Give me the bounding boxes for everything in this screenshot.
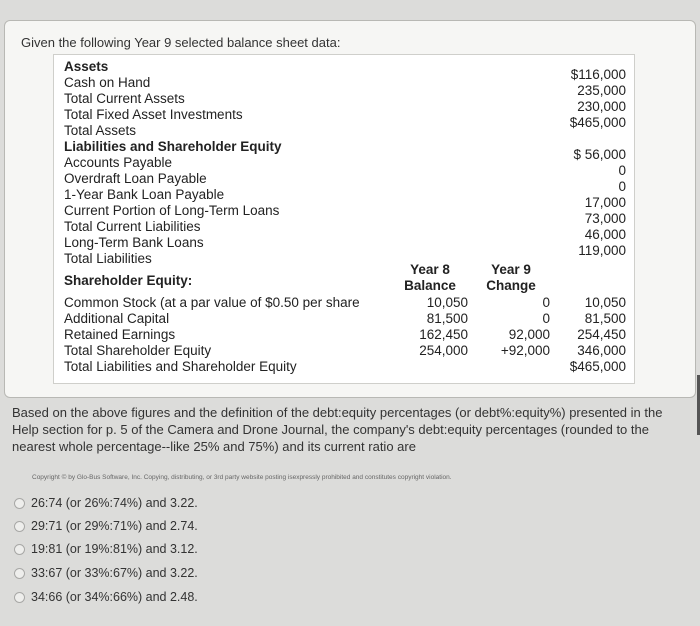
row-value: 81,500 — [584, 311, 626, 326]
row-value: 230,000 — [577, 99, 626, 114]
row-label: Total Liabilities — [64, 251, 152, 266]
option-label: 29:71 (or 29%:71%) and 2.74. — [31, 519, 198, 533]
row-label: Total Liabilities and Shareholder Equity — [64, 359, 297, 374]
year9-header-line2: Change — [486, 278, 536, 293]
radio-button[interactable] — [14, 498, 25, 509]
question-text: Based on the above figures and the definition of the debt:equity percentages (or debt%:equity%) presented in the Help section for p. 5 of the Camera and Drone Journal, the company's debt:equity percentages (rounded to the nearest whole percentage--like 25% and 75%) and its current ratio are — [12, 405, 663, 454]
option-label: 26:74 (or 26%:74%) and 3.22. — [31, 496, 198, 510]
row-value: 0 — [618, 179, 626, 194]
balance-sheet-table — [53, 54, 635, 384]
row-label: Retained Earnings — [64, 327, 176, 342]
year8-header-line1: Year 8 — [410, 262, 450, 277]
row-label: 1-Year Bank Loan Payable — [64, 187, 225, 202]
row-label: Long-Term Bank Loans — [64, 235, 204, 250]
answer-option-2[interactable] — [14, 517, 198, 535]
row-value: 46,000 — [584, 227, 626, 242]
year8-value: 254,000 — [419, 343, 468, 358]
row-label: Total Current Assets — [64, 91, 185, 106]
row-value: $465,000 — [569, 115, 626, 130]
row-value: 73,000 — [584, 211, 626, 226]
row-value: 254,450 — [577, 327, 626, 342]
row-label: Overdraft Loan Payable — [64, 171, 207, 186]
row-value: 119,000 — [578, 243, 626, 258]
radio-button[interactable] — [14, 568, 25, 579]
answer-option-4[interactable] — [14, 564, 198, 582]
row-label: Additional Capital — [64, 311, 170, 326]
assets-heading: Assets — [64, 59, 109, 74]
answer-option-3[interactable] — [14, 540, 198, 558]
row-value: 235,000 — [577, 83, 626, 98]
equity-heading: Shareholder Equity: — [64, 273, 193, 288]
change-value: +92,000 — [500, 343, 550, 358]
row-value: $465,000 — [569, 359, 626, 374]
option-label: 33:67 (or 33%:67%) and 3.22. — [31, 566, 198, 580]
copyright-notice: Copyright © by Glo-Bus Software, Inc. Copying, distributing, or 3rd party website posting isexpressly prohibited and constitutes copyright violation. — [32, 474, 452, 481]
row-label: Total Current Liabilities — [64, 219, 201, 234]
question-card — [4, 20, 696, 398]
row-value: $ 56,000 — [573, 147, 626, 162]
radio-button[interactable] — [14, 592, 25, 603]
change-value: 0 — [542, 311, 550, 326]
year8-value: 162,450 — [419, 327, 468, 342]
row-label: Total Assets — [64, 123, 137, 138]
option-label: 34:66 (or 34%:66%) and 2.48. — [31, 590, 198, 604]
row-label: Accounts Payable — [64, 155, 173, 170]
row-value: $116,000 — [570, 67, 626, 82]
row-value: 346,000 — [577, 343, 626, 358]
year8-value: 10,050 — [426, 295, 468, 310]
question-prompt: Given the following Year 9 selected balance sheet data: — [21, 35, 341, 50]
radio-button[interactable] — [14, 521, 25, 532]
row-value: 0 — [618, 163, 626, 178]
change-value: 92,000 — [508, 327, 550, 342]
row-label: Total Shareholder Equity — [64, 343, 212, 358]
year9-header-line1: Year 9 — [491, 262, 531, 277]
year8-header-line2: Balance — [404, 278, 456, 293]
row-label: Total Fixed Asset Investments — [64, 107, 243, 122]
change-value: 0 — [542, 295, 550, 310]
row-label: Current Portion of Long-Term Loans — [64, 203, 280, 218]
row-label: Cash on Hand — [64, 75, 151, 90]
year8-value: 81,500 — [426, 311, 468, 326]
liabilities-heading: Liabilities and Shareholder Equity — [64, 139, 282, 154]
row-value: 10,050 — [584, 295, 626, 310]
row-label: Common Stock (at a par value of $0.50 per share — [64, 295, 360, 310]
answer-option-1[interactable] — [14, 494, 198, 512]
radio-button[interactable] — [14, 544, 25, 555]
row-value: 17,000 — [584, 195, 626, 210]
answer-option-5[interactable] — [14, 588, 198, 606]
option-label: 19:81 (or 19%:81%) and 3.12. — [31, 542, 198, 556]
